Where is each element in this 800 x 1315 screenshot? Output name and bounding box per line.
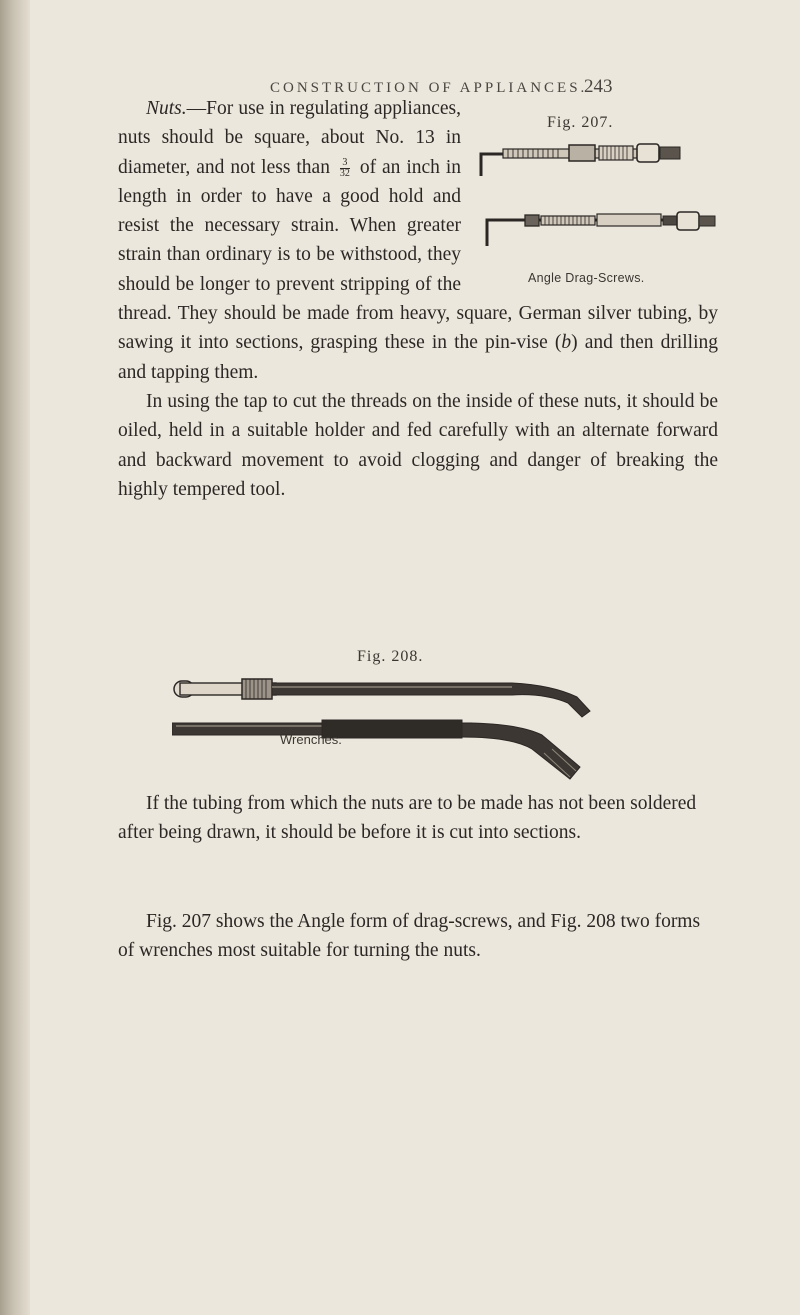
paragraph-text-part3: German silver tubing, by sawing it into sections, grasping these in the pin-vise ( (118, 303, 718, 354)
wrench-upper (174, 679, 590, 717)
running-title: CONSTRUCTION OF APPLIANCES. (270, 80, 588, 96)
figure-208-label: Fig. 208. (357, 648, 424, 665)
paragraph-text-part4: ) and then drilling and tapping them. (118, 332, 719, 383)
paragraph-text-part5: In using the tap to cut the threads on the inside of these nuts, it should be oiled, held in a suitable holder and fed carefully with an alternate forward and backward movement to avoid clogging and danger of breaking the highly tempered tool. (118, 390, 718, 500)
wrench-lower (172, 720, 580, 779)
page-number: 243 (584, 76, 613, 97)
drag-screw-upper (481, 144, 680, 176)
drag-screw-lower (487, 212, 715, 246)
pin-vise-reference: b (561, 332, 572, 354)
paragraph-nuts (118, 94, 718, 504)
figure-207-label: Fig. 207. (547, 114, 614, 131)
paragraph-text-part1: —For use in regulating appliances, nuts should be square, about No. 13 in diameter, and not less than (118, 98, 461, 178)
paragraph-text-part2: of an inch in length in order to have a good hold and resist the necessary strain. When greater strain than ordinary is to be withstood, they should be longer to prevent stripping of the thread. They should be made from heavy, square, (118, 156, 513, 325)
paragraph-lead-word: Nuts. (146, 98, 187, 119)
figure-208-caption: Wrenches. (280, 732, 342, 747)
paragraph-figure-reference: Fig. 207 shows the Angle form of drag-screws, and Fig. 208 two forms of wrenches most suitable for turning the nuts. (118, 911, 701, 962)
fraction-numerator: 3 (340, 158, 350, 169)
fraction-denominator: 32 (339, 167, 350, 179)
fraction-three-thirtyseconds (340, 158, 350, 179)
wrenches-illustration (172, 675, 612, 785)
paragraph-tubing: If the tubing from which the nuts are to be made has not been soldered after being drawn, it should be before it is cut into sections. (118, 793, 697, 844)
angle-drag-screws-illustration (473, 136, 718, 261)
figure-207 (473, 98, 718, 294)
figure-207-caption: Angle Drag-Screws. (528, 271, 645, 285)
